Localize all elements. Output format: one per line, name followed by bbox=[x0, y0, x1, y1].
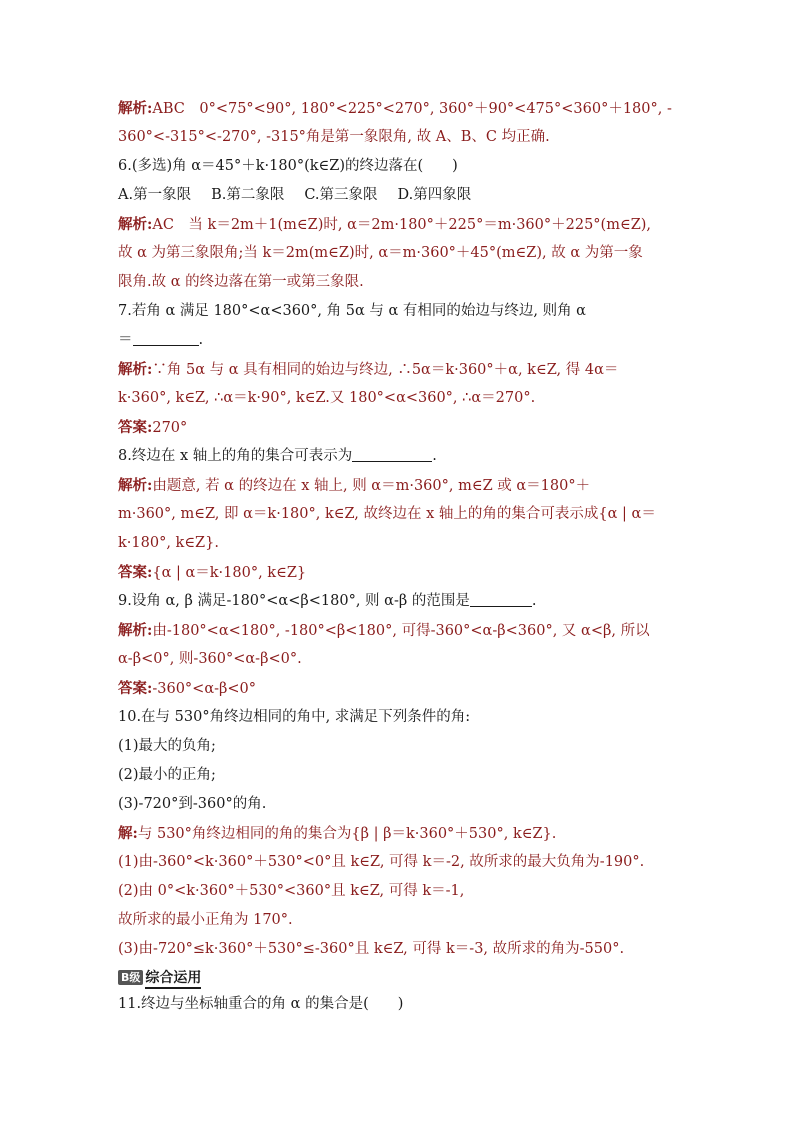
answer-line bbox=[118, 355, 678, 384]
question-text: (1)最大的负角; bbox=[118, 738, 216, 754]
answer-text: k·180°, k∈Z}. bbox=[118, 535, 219, 551]
answer-blank bbox=[352, 443, 432, 462]
answer-line bbox=[118, 471, 678, 500]
question-text: (2)最小的正角; bbox=[118, 767, 216, 783]
question-punct: . bbox=[432, 448, 437, 464]
answer-line bbox=[118, 848, 678, 877]
answer-text: AC 当 k＝2m＋1(m∈Z)时, α＝2m·180°＋225°＝m·360°＋225°(m∈Z), bbox=[152, 217, 652, 233]
answer-line bbox=[118, 616, 678, 645]
choice-option: A.第一象限 bbox=[118, 187, 192, 203]
answer-line bbox=[118, 268, 678, 297]
answer-text: (3)由-720°≤k·360°＋530°≤-360°且 k∈Z, 可得 k＝-3, 故所求的角为-550°. bbox=[118, 941, 625, 957]
answer-blank bbox=[133, 327, 199, 346]
question-punct: . bbox=[198, 332, 204, 348]
answer-heading: 解析: bbox=[118, 622, 153, 639]
answer-line bbox=[118, 529, 678, 558]
choice-option: B.第二象限 bbox=[211, 187, 285, 203]
answer-line bbox=[118, 558, 678, 587]
answer-line bbox=[118, 645, 678, 674]
answer-text: 360°<-315°<-270°, -315°角是第一象限角, 故 A、B、C 均正确. bbox=[118, 129, 550, 145]
question-line bbox=[118, 587, 678, 616]
question-line bbox=[118, 297, 678, 326]
answer-blank bbox=[470, 588, 532, 607]
answer-line bbox=[118, 935, 678, 964]
answer-line bbox=[118, 384, 678, 413]
question-text: 10.在与 530°角终边相同的角中, 求满足下列条件的角: bbox=[118, 709, 471, 725]
question-text: 6.(多选)角 α＝45°＋k·180°(k∈Z)的终边落在( ) bbox=[118, 158, 458, 174]
answer-line bbox=[118, 94, 678, 123]
question-line bbox=[118, 181, 678, 210]
choice-option: D.第四象限 bbox=[397, 187, 472, 203]
answer-text: 270° bbox=[152, 420, 188, 436]
question-text: 9.设角 α, β 满足-180°<α<β<180°, 则 α-β 的范围是 bbox=[118, 593, 470, 609]
answer-text: 限角.故 α 的终边落在第一或第三象限. bbox=[118, 274, 364, 290]
question-line bbox=[118, 326, 678, 355]
answer-text: m·360°, m∈Z, 即 α＝k·180°, k∈Z, 故终边在 x 轴上的角的集合可表示成{α | α＝ bbox=[118, 506, 656, 522]
question-line bbox=[118, 732, 678, 761]
answer-heading: 答案: bbox=[118, 564, 153, 581]
answer-text: 故所求的最小正角为 170°. bbox=[118, 912, 293, 928]
answer-line bbox=[118, 906, 678, 935]
answer-line bbox=[118, 877, 678, 906]
answer-text: 由-180°<α<180°, -180°<β<180°, 可得-360°<α-β<360°, 又 α<β, 所以 bbox=[152, 623, 650, 639]
answer-line bbox=[118, 239, 678, 268]
answer-text: 故 α 为第三象限角;当 k＝2m(m∈Z)时, α＝m·360°＋45°(m∈Z), 故 α 为第一象 bbox=[118, 245, 643, 261]
answer-line bbox=[118, 819, 678, 848]
answer-heading: 解析: bbox=[118, 100, 153, 117]
question-line bbox=[118, 790, 678, 819]
choice-option: C.第三象限 bbox=[304, 187, 378, 203]
answer-text: k·360°, k∈Z, ∴α＝k·90°, k∈Z.又 180°<α<360°, ∴α＝270°. bbox=[118, 390, 536, 406]
section-title: 综合运用 bbox=[145, 970, 201, 989]
question-text: 11.终边与坐标轴重合的角 α 的集合是( ) bbox=[118, 996, 404, 1012]
question-text: 7.若角 α 满足 180°<α<360°, 角 5α 与 α 有相同的始边与终边, 则角 α bbox=[118, 303, 586, 319]
question-text: 8.终边在 x 轴上的角的集合可表示为 bbox=[118, 448, 353, 464]
answer-text: 由题意, 若 α 的终边在 x 轴上, 则 α＝m·360°, m∈Z 或 α＝180°＋ bbox=[152, 478, 591, 494]
answer-text: -360°<α-β<0° bbox=[152, 681, 257, 697]
answer-line bbox=[118, 210, 678, 239]
question-line bbox=[118, 990, 678, 1019]
worksheet-page bbox=[118, 94, 678, 1019]
answer-line bbox=[118, 500, 678, 529]
section-header bbox=[118, 966, 678, 990]
answer-text: α-β<0°, 则-360°<α-β<0°. bbox=[118, 651, 302, 667]
answer-line bbox=[118, 674, 678, 703]
answer-heading: 解: bbox=[118, 825, 138, 842]
answer-text: (2)由 0°<k·360°＋530°<360°且 k∈Z, 可得 k＝-1, bbox=[118, 883, 465, 899]
answer-heading: 解析: bbox=[118, 216, 153, 233]
section-badge: B级 bbox=[118, 970, 143, 985]
answer-heading: 解析: bbox=[118, 477, 153, 494]
answer-text: ABC 0°<75°<90°, 180°<225°<270°, 360°＋90°<475°<360°＋180°, - bbox=[152, 101, 672, 117]
question-line bbox=[118, 442, 678, 471]
answer-heading: 解析: bbox=[118, 361, 153, 378]
question-line bbox=[118, 152, 678, 181]
question-text: ＝ bbox=[118, 332, 133, 348]
answer-text: 与 530°角终边相同的角的集合为{β | β＝k·360°＋530°, k∈Z}. bbox=[137, 826, 557, 842]
answer-text: {α | α＝k·180°, k∈Z} bbox=[152, 565, 307, 581]
answer-heading: 答案: bbox=[118, 680, 153, 697]
answer-line bbox=[118, 413, 678, 442]
answer-heading: 答案: bbox=[118, 419, 153, 436]
question-line bbox=[118, 703, 678, 732]
question-text: (3)-720°到-360°的角. bbox=[118, 796, 267, 812]
question-line bbox=[118, 761, 678, 790]
answer-line bbox=[118, 123, 678, 152]
answer-text: ∵角 5α 与 α 具有相同的始边与终边, ∴5α＝k·360°＋α, k∈Z, 得 4α＝ bbox=[152, 362, 619, 378]
answer-text: (1)由-360°<k·360°＋530°<0°且 k∈Z, 可得 k＝-2, 故所求的最大负角为-190°. bbox=[118, 854, 645, 870]
question-punct: . bbox=[531, 593, 537, 609]
